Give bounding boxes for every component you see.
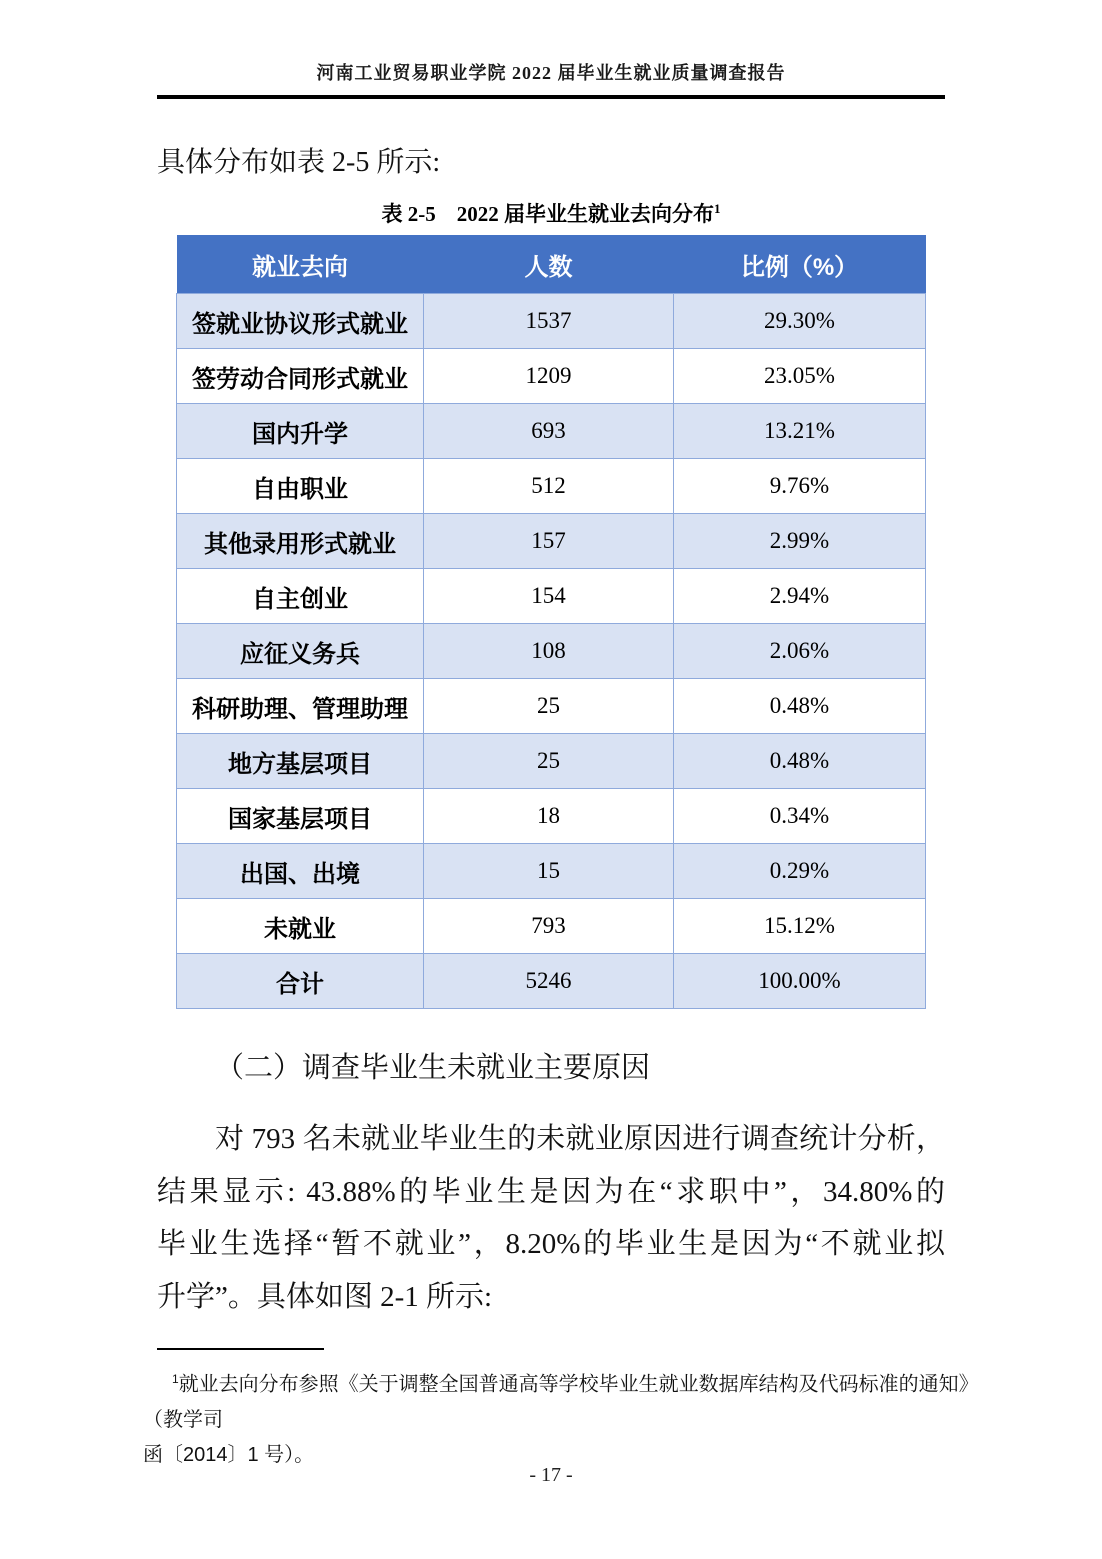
cell-ratio: 0.34% [674, 789, 926, 844]
paragraph-line: 结果显示: 43.88%的毕业生是因为在“求职中”，34.80%的 [157, 1175, 945, 1208]
cell-count: 5246 [424, 954, 674, 1009]
footnote-reference-mark: 1 [714, 201, 721, 216]
cell-ratio: 15.12% [674, 899, 926, 954]
cell-count: 18 [424, 789, 674, 844]
footnote-marker: 1 [172, 1372, 179, 1386]
table-row [177, 624, 926, 679]
cell-destination: 签劳动合同形式就业 [177, 349, 424, 404]
cell-count: 25 [424, 734, 674, 789]
cell-count: 693 [424, 404, 674, 459]
cell-count: 108 [424, 624, 674, 679]
employment-destination-table [176, 235, 926, 1009]
header-rule [157, 95, 945, 99]
footnote-line: 函〔2014〕1 号）。 [143, 1443, 315, 1466]
table-row [177, 899, 926, 954]
table-row [177, 734, 926, 789]
cell-destination: 地方基层项目 [177, 734, 424, 789]
table-header-row [177, 235, 926, 294]
cell-ratio: 2.06% [674, 624, 926, 679]
cell-destination: 科研助理、管理助理 [177, 679, 424, 734]
body-paragraph [157, 1113, 945, 1323]
cell-destination: 自主创业 [177, 569, 424, 624]
cell-ratio: 0.48% [674, 679, 926, 734]
cell-destination: 国家基层项目 [177, 789, 424, 844]
cell-ratio: 0.48% [674, 734, 926, 789]
column-header-destination: 就业去向 [177, 235, 424, 294]
cell-count: 157 [424, 514, 674, 569]
footnote [143, 1362, 972, 1473]
table-row [177, 844, 926, 899]
table-row [177, 459, 926, 514]
table-row [177, 569, 926, 624]
page-number: - 17 - [529, 1464, 573, 1486]
cell-destination: 自由职业 [177, 459, 424, 514]
cell-count: 512 [424, 459, 674, 514]
footnote-text: 就业去向分布参照《关于调整全国普通高等学校毕业生就业数据库结构及代码标准的通知》（教学司 [143, 1373, 969, 1431]
table-caption-text: 表 2-5 2022 届毕业生就业去向分布 [381, 202, 714, 226]
running-header [157, 0, 945, 99]
cell-destination: 其他录用形式就业 [177, 514, 424, 569]
section-heading: （二）调查毕业生未就业主要原因 [215, 1052, 651, 1084]
table-row [177, 514, 926, 569]
table-caption [0, 195, 1102, 228]
cell-count: 1209 [424, 349, 674, 404]
cell-ratio: 2.94% [674, 569, 926, 624]
cell-ratio: 100.00% [674, 954, 926, 1009]
table-row [177, 404, 926, 459]
table-row [177, 294, 926, 349]
cell-destination: 应征义务兵 [177, 624, 424, 679]
cell-ratio: 0.29% [674, 844, 926, 899]
intro-text: 具体分布如表 2-5 所示: [157, 147, 441, 178]
running-header-text: 河南工业贸易职业学院 2022 届毕业生就业质量调查报告 [316, 63, 786, 83]
paragraph-line: 升学”。具体如图 2-1 所示: [157, 1280, 493, 1313]
table-row [177, 349, 926, 404]
cell-ratio: 29.30% [674, 294, 926, 349]
cell-count: 154 [424, 569, 674, 624]
cell-destination: 出国、出境 [177, 844, 424, 899]
cell-count: 25 [424, 679, 674, 734]
cell-count: 1537 [424, 294, 674, 349]
paragraph-line: 对 793 名未就业毕业生的未就业原因进行调查统计分析， [215, 1123, 945, 1155]
footnote-line [143, 1362, 972, 1438]
cell-count: 793 [424, 899, 674, 954]
cell-ratio: 9.76% [674, 459, 926, 514]
cell-destination: 合计 [177, 954, 424, 1009]
table-row [177, 954, 926, 1009]
column-header-ratio: 比例（%） [674, 235, 926, 294]
column-header-count: 人数 [424, 235, 674, 294]
table-row [177, 679, 926, 734]
cell-ratio: 13.21% [674, 404, 926, 459]
cell-count: 15 [424, 844, 674, 899]
table-row [177, 789, 926, 844]
cell-destination: 未就业 [177, 899, 424, 954]
cell-ratio: 23.05% [674, 349, 926, 404]
paragraph-line: 毕业生选择“暂不就业”，8.20%的毕业生是因为“不就业拟 [157, 1228, 945, 1260]
cell-destination: 签就业协议形式就业 [177, 294, 424, 349]
cell-ratio: 2.99% [674, 514, 926, 569]
cell-destination: 国内升学 [177, 404, 424, 459]
footnote-separator [157, 1348, 324, 1350]
